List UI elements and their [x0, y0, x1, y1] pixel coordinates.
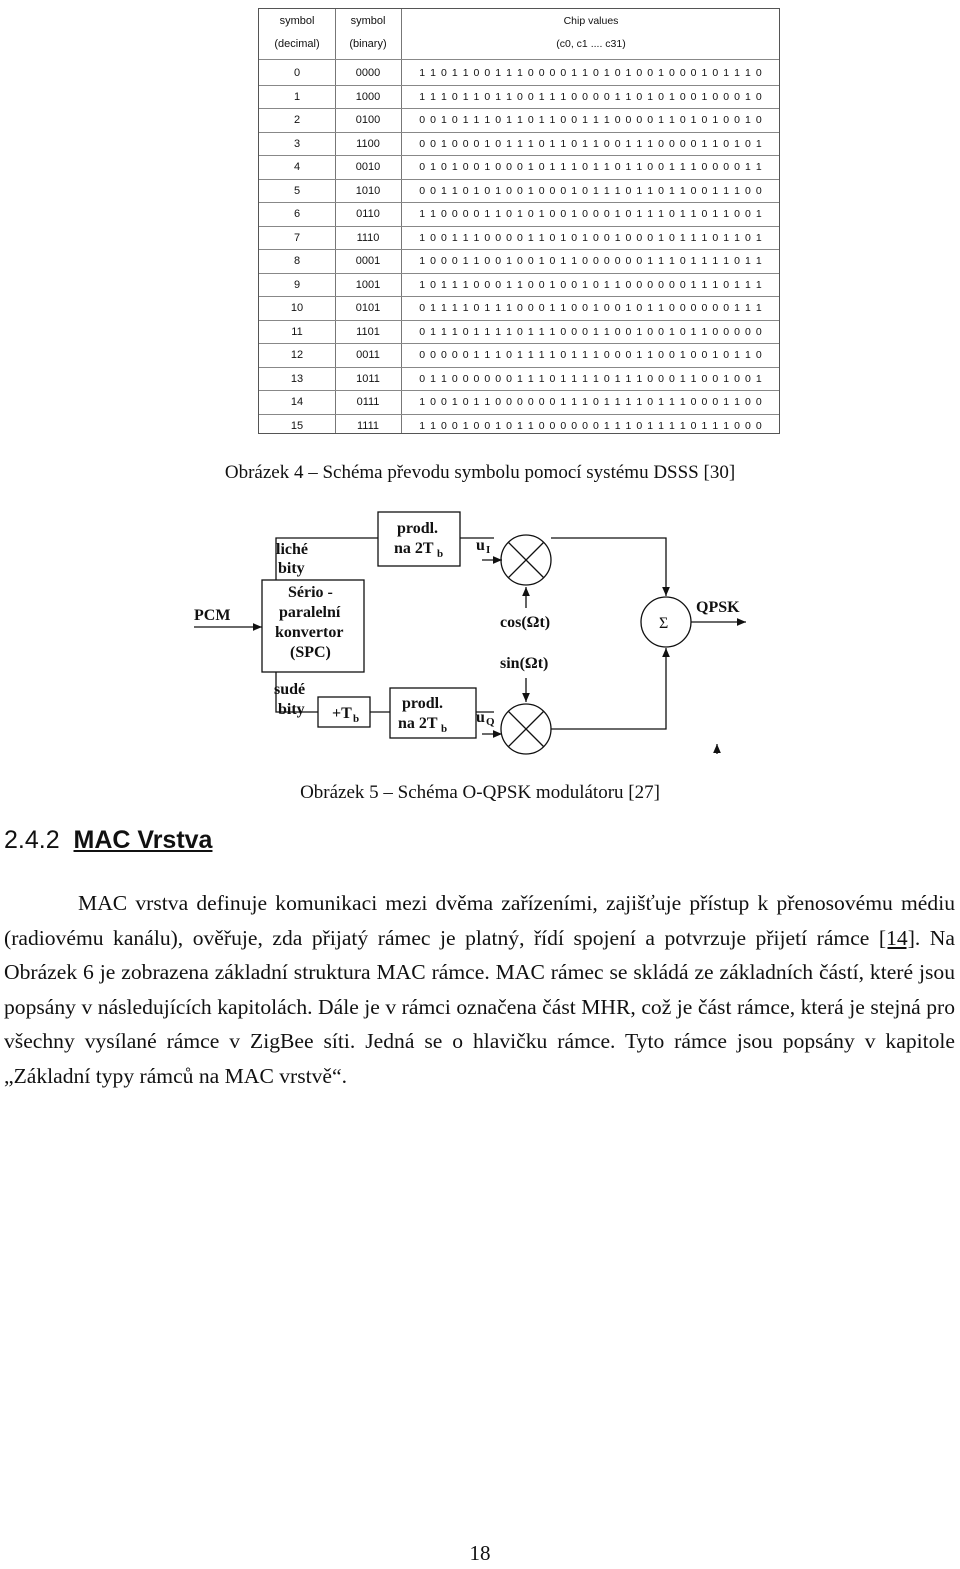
header-chip-range: (c0, c1 .... c31)	[556, 38, 626, 50]
symbol-decimal-cell: 6	[293, 208, 301, 220]
row-divider	[259, 249, 779, 250]
delay-top-label-2: na 2T	[394, 540, 434, 557]
row-divider	[259, 108, 779, 109]
even-bits-label-2: bity	[278, 701, 305, 718]
row-divider	[259, 202, 779, 203]
section-heading	[4, 826, 212, 855]
symbol-decimal-cell: 4	[293, 161, 301, 173]
chip-values-cell: 0 1 1 0 0 0 0 0 0 1 1 1 0 1 1 1 1 0 1 1 1 0 0 0 1 1 0 0 1 0 0 1	[419, 372, 763, 385]
symbol-binary-cell: 0010	[355, 161, 381, 173]
symbol-binary-cell: 0100	[355, 114, 381, 126]
chip-values-cell: 0 1 0 1 0 0 1 0 0 0 1 0 1 1 1 0 1 1 0 1 1 0 0 1 1 1 0 0 0 0 1 1	[419, 161, 763, 173]
row-divider	[259, 273, 779, 274]
symbol-decimal-cell: 15	[290, 419, 304, 432]
symbol-binary-cell: 0111	[356, 396, 380, 408]
bottom-to-sum-line	[551, 648, 666, 729]
symbol-decimal-cell: 10	[290, 302, 304, 314]
chip-values-table	[258, 8, 780, 434]
pcm-label: PCM	[194, 607, 231, 624]
delay-bottom-label-1: prodl.	[402, 695, 444, 712]
oqpsk-modulator-diagram	[186, 508, 766, 760]
symbol-binary-cell: 1101	[356, 325, 380, 338]
section-number: 2.4.2	[4, 826, 60, 854]
symbol-binary-cell: 1000	[355, 90, 381, 103]
symbol-binary-cell: 1100	[356, 137, 380, 150]
symbol-decimal-cell: 14	[290, 396, 304, 408]
reference-link[interactable]: [14]	[878, 925, 915, 950]
symbol-binary-cell: 1110	[356, 231, 380, 244]
delay-bottom-subscript: b	[441, 723, 448, 735]
ui-label: u	[476, 537, 485, 554]
header-symbol-decimal-unit: (decimal)	[274, 38, 320, 50]
header-symbol-binary: symbol	[350, 15, 386, 27]
symbol-binary-cell: 0110	[356, 208, 380, 220]
symbol-binary-cell: 1001	[355, 278, 381, 291]
delay-top-label-1: prodl.	[397, 520, 439, 537]
sin-label: sin(Ωt)	[500, 655, 549, 672]
chip-values-cell: 1 1 1 0 1 1 0 1 1 0 0 1 1 1 0 0 0 0 1 1 0 1 0 1 0 0 1 0 0 0 1 0	[419, 90, 763, 103]
symbol-decimal-cell: 11	[291, 325, 303, 338]
symbol-decimal-cell: 1	[293, 90, 301, 103]
top-to-sum-line	[551, 538, 666, 596]
delay-bottom-label-2: na 2T	[398, 715, 438, 732]
body-paragraph	[4, 886, 955, 1094]
spc-label-2: paralelní	[279, 604, 341, 621]
symbol-decimal-cell: 9	[293, 278, 301, 291]
chip-values-cell: 0 1 1 1 0 1 1 1 1 0 1 1 1 0 0 0 1 1 0 0 1 0 0 1 0 1 1 0 0 0 0 0	[419, 325, 763, 338]
symbol-decimal-cell: 5	[293, 184, 301, 197]
chip-values-cell: 1 0 0 1 1 1 0 0 0 0 1 1 0 1 0 1 0 0 1 0 0 0 1 0 1 1 1 0 1 1 0 1	[419, 231, 763, 244]
chip-values-cell: 0 0 1 0 0 0 1 0 1 1 1 0 1 1 0 1 1 0 0 1 1 1 0 0 0 0 1 1 0 1 0 1	[419, 137, 763, 150]
row-divider	[259, 179, 779, 180]
symbol-decimal-cell: 8	[293, 255, 301, 267]
symbol-binary-cell: 0001	[355, 255, 381, 267]
section-title: MAC Vrstva	[73, 826, 213, 854]
chip-values-cell: 1 0 0 1 0 1 1 0 0 0 0 0 0 1 1 1 0 1 1 1 1 0 1 1 1 0 0 0 1 1 0 0	[419, 396, 763, 408]
chip-values-cell: 1 0 0 0 1 1 0 0 1 0 0 1 0 1 1 0 0 0 0 0 0 1 1 1 0 1 1 1 1 0 1 1	[419, 255, 763, 267]
figure-4-caption: Obrázek 4 – Schéma převodu symbolu pomocí systému DSSS [30]	[224, 462, 736, 483]
chip-values-cell: 0 0 1 1 0 1 0 1 0 0 1 0 0 0 1 0 1 1 1 0 1 1 0 1 1 0 0 1 1 1 0 0	[419, 184, 763, 197]
uq-subscript: Q	[486, 716, 495, 728]
paragraph-text-2: . Na Obrázek 6 je zobrazena základní struktura MAC rámce. MAC rámec se skládá ze základních částí, které jsou popsány v následujících kapitolách. Dále je v rámci označena část MHR, což je část rámce, která je stejná pro všechny vysílané rámce v ZigBee síti. Jedná se o hlavičku rámce. Tyto rámce jsou popsány v kapitole „Základní typy rámců na MAC vrstvě“.	[4, 925, 955, 1088]
uq-label: u	[476, 709, 485, 726]
symbol-binary-cell: 0101	[355, 302, 381, 314]
row-divider	[259, 85, 779, 86]
chip-values-cell: 1 0 1 1 1 0 0 0 1 1 0 0 1 0 0 1 0 1 1 0 0 0 0 0 0 1 1 1 0 1 1 1	[419, 278, 763, 291]
row-divider	[259, 320, 779, 321]
paragraph-text-1: MAC vrstva definuje komunikaci mezi dvěma zařízeními, zajišťuje přístup k přenosovému médiu (radiovému kanálu), ověřuje, zda přijatý rámec je platný, řídí spojení a potvrzuje přijetí rámce	[4, 891, 955, 950]
symbol-decimal-cell: 7	[293, 231, 301, 244]
spc-label-3: konvertor	[275, 624, 344, 641]
table-header-divider	[259, 59, 779, 60]
row-divider	[259, 367, 779, 368]
odd-bits-label-2: bity	[278, 560, 305, 577]
tb-label: +T	[332, 705, 352, 722]
odd-bits-label: liché	[276, 541, 308, 558]
header-symbol-decimal: symbol	[279, 15, 315, 27]
row-divider	[259, 155, 779, 156]
chip-values-cell: 1 1 0 0 0 0 1 1 0 1 0 1 0 0 1 0 0 0 1 0 1 1 1 0 1 1 0 1 1 0 0 1	[419, 208, 763, 220]
even-bits-label: sudé	[274, 681, 306, 698]
spc-label-1: Sério -	[288, 584, 333, 601]
figure-5-caption: Obrázek 5 – Schéma O-QPSK modulátoru [27]	[300, 782, 660, 803]
spc-label-4: (SPC)	[290, 644, 331, 661]
row-divider	[259, 226, 779, 227]
qpsk-label: QPSK	[696, 599, 740, 616]
row-divider	[259, 343, 779, 344]
row-divider	[259, 414, 779, 415]
symbol-binary-cell: 1111	[356, 419, 380, 432]
symbol-binary-cell: 0011	[356, 349, 380, 361]
symbol-decimal-cell: 3	[293, 137, 301, 150]
sum-symbol: Σ	[659, 615, 669, 632]
ui-subscript: I	[486, 544, 491, 556]
tb-subscript: b	[353, 713, 360, 725]
row-divider	[259, 132, 779, 133]
symbol-decimal-cell: 12	[290, 349, 304, 361]
chip-values-cell: 1 1 0 1 1 0 0 1 1 1 0 0 0 0 1 1 0 1 0 1 0 0 1 0 0 0 1 0 1 1 1 0	[419, 67, 763, 79]
chip-values-cell: 1 1 0 0 1 0 0 1 0 1 1 0 0 0 0 0 0 1 1 1 0 1 1 1 1 0 1 1 1 0 0 0	[419, 419, 763, 432]
header-symbol-binary-unit: (binary)	[349, 38, 387, 50]
row-divider	[259, 296, 779, 297]
delay-top-subscript: b	[437, 548, 444, 560]
symbol-binary-cell: 1010	[355, 184, 381, 197]
symbol-decimal-cell: 0	[293, 67, 301, 79]
cos-label: cos(Ωt)	[500, 614, 551, 631]
chip-values-cell: 0 0 1 0 1 1 1 0 1 1 0 1 1 0 0 1 1 1 0 0 0 0 1 1 0 1 0 1 0 0 1 0	[419, 114, 763, 126]
header-chip-values: Chip values	[563, 15, 619, 27]
page-number: 18	[469, 1541, 491, 1565]
symbol-decimal-cell: 13	[290, 372, 304, 385]
symbol-binary-cell: 0000	[355, 67, 381, 79]
chip-values-cell: 0 0 0 0 0 1 1 1 0 1 1 1 1 0 1 1 1 0 0 0 1 1 0 0 1 0 0 1 0 1 1 0	[419, 349, 763, 361]
chip-values-cell: 0 1 1 1 1 0 1 1 1 0 0 0 1 1 0 0 1 0 0 1 0 1 1 0 0 0 0 0 0 1 1 1	[419, 302, 763, 314]
symbol-binary-cell: 1011	[356, 372, 380, 385]
row-divider	[259, 390, 779, 391]
symbol-decimal-cell: 2	[293, 114, 301, 126]
